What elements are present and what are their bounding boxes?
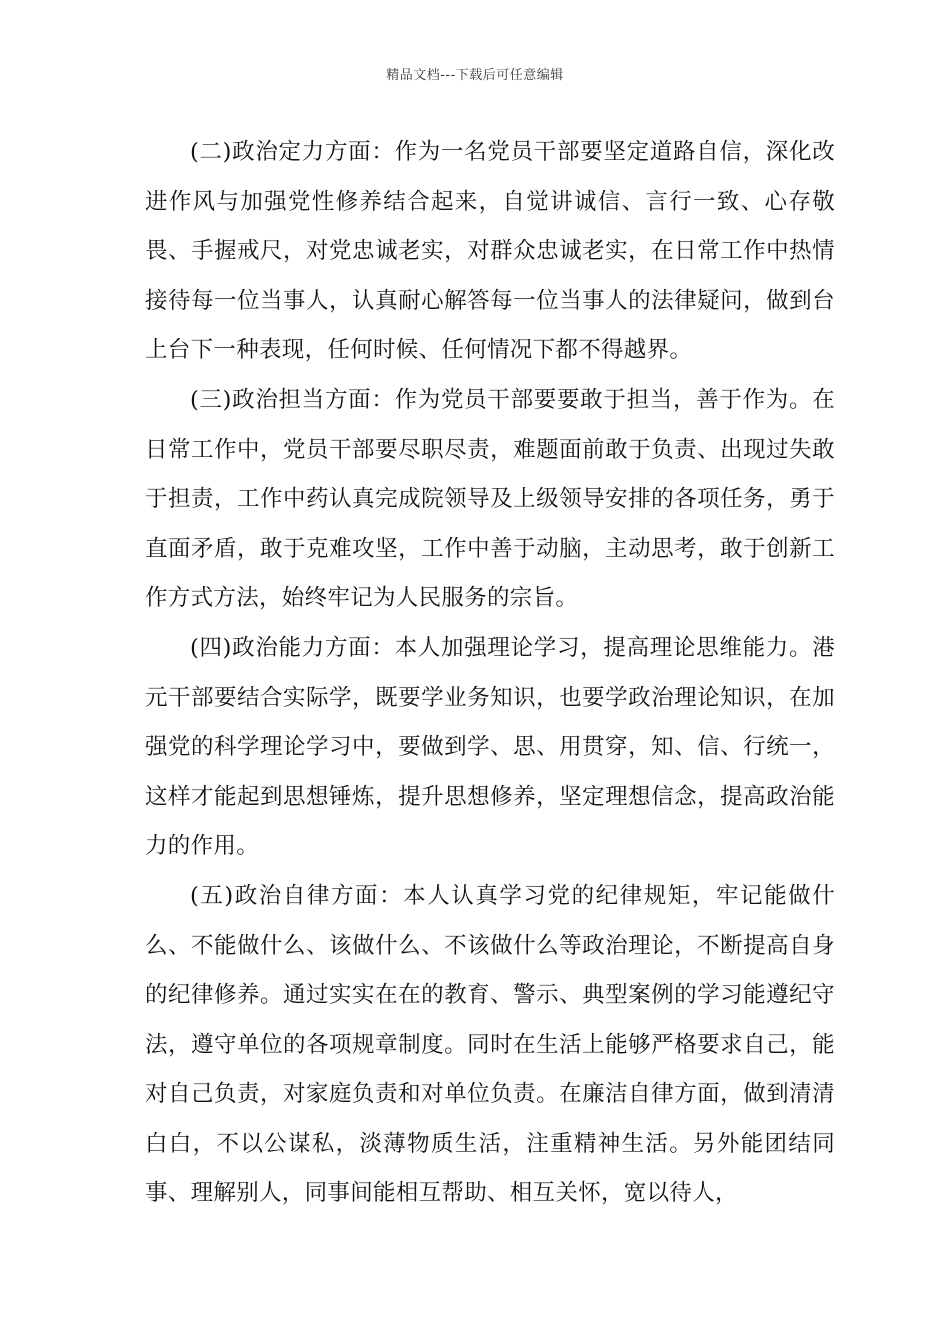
document-body — [145, 128, 835, 1219]
page-header: 精品文档---下载后可任意编辑 — [386, 68, 564, 83]
paragraph-political-ability: (四)政治能力方面：本人加强理论学习，提高理论思维能力。港元干部要结合实际学，既要学业务知识，也要学政治理论知识，在加强党的科学理论学习中，要做到学、思、用贯穿，知、信、行统一，这样才能起到思想锤炼，提升思想修养，坚定理想信念，提高政治能力的作用。 — [145, 634, 835, 860]
paragraph-political-self-discipline: (五)政治自律方面：本人认真学习党的纪律规矩，牢记能做什么、不能做什么、该做什么、不该做什么等政治理论，不断提高自身的纪律修养。通过实实在在的教育、警示、典型案例的学习能遵纪守法，遵守单位的各项规章制度。同时在生活上能够严格要求自己，能对自己负责，对家庭负责和对单位负责。在廉洁自律方面，做到清清白白，不以公谋私，淡薄物质生活，注重精神生活。另外能团结同事、理解别人，同事间能相互帮助、相互关怀，宽以待人， — [145, 882, 835, 1207]
paragraph-political-stability: (二)政治定力方面：作为一名党员干部要坚定道路自信，深化改进作风与加强党性修养结合起来，自觉讲诚信、言行一致、心存敬畏、手握戒尺，对党忠诚老实，对群众忠诚老实，在日常工作中热情接待每一位当事人，认真耐心解答每一位当事人的法律疑问，做到台上台下一种表现，任何时候、任何情况下都不得越界。 — [145, 139, 835, 364]
paragraph-political-responsibility: (三)政治担当方面：作为党员干部要要敢于担当，善于作为。在日常工作中，党员干部要尽职尽责，难题面前敢于负责、出现过失敢于担责，工作中药认真完成院领导及上级领导安排的各项任务，勇于直面矛盾，敢于克难攻坚，工作中善于动脑，主动思考，敢于创新工作方式方法，始终牢记为人民服务的宗旨。 — [145, 386, 835, 612]
